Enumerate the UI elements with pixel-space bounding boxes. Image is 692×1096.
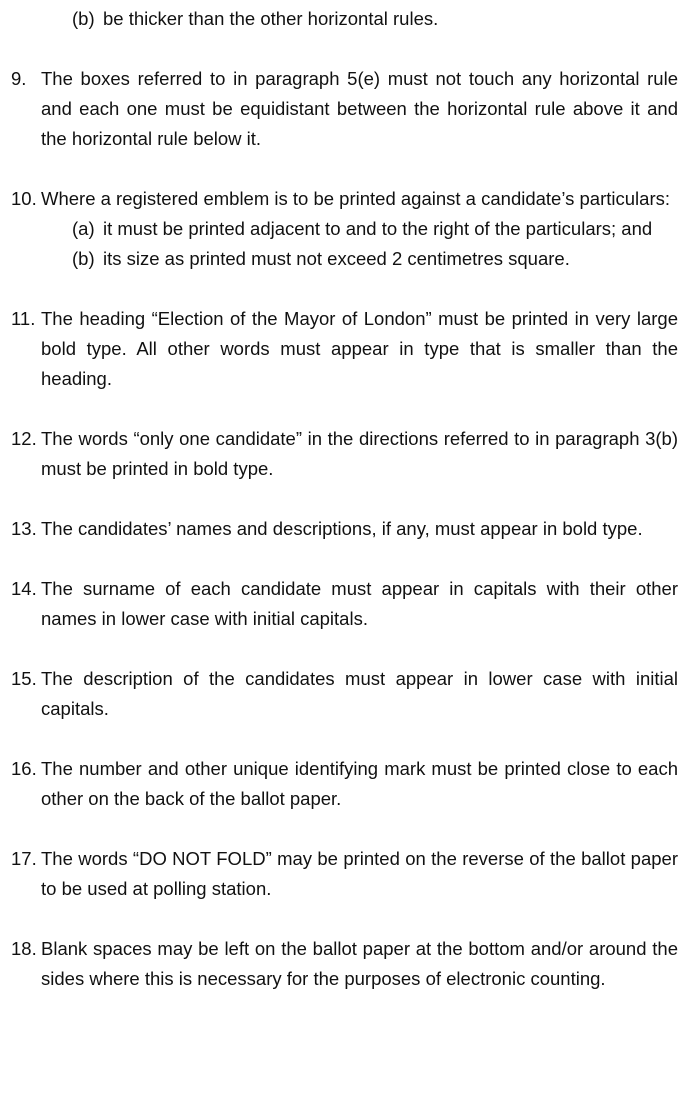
paragraph-text: The words “DO NOT FOLD” may be printed on the reverse of the ballot paper to be used at polling station. xyxy=(41,848,678,899)
subitem-list xyxy=(72,214,678,274)
paragraph-text: Where a registered emblem is to be printed against a candidate’s particulars: xyxy=(41,188,670,209)
paragraph-number: 11. xyxy=(11,308,36,329)
paragraph-number: 15. xyxy=(11,668,37,689)
paragraph-text: The number and other unique identifying mark must be printed close to each other on the back of the ballot paper. xyxy=(41,758,678,809)
paragraph-15 xyxy=(0,664,692,724)
paragraph-12 xyxy=(0,424,692,484)
paragraph-number: 12. xyxy=(11,428,37,449)
paragraph-13 xyxy=(0,514,692,544)
paragraph-text: The surname of each candidate must appear in capitals with their other names in lower case with initial capitals. xyxy=(41,578,678,629)
subitem xyxy=(72,214,678,244)
paragraph-number: 10. xyxy=(11,188,37,209)
paragraph-number: 18. xyxy=(11,938,37,959)
paragraph-text: The candidates’ names and descriptions, if any, must appear in bold type. xyxy=(41,518,643,539)
paragraph-text: Blank spaces may be left on the ballot paper at the bottom and/or around the sides where this is necessary for the purposes of electronic counting. xyxy=(41,938,678,989)
subitem-label: (b) xyxy=(72,8,95,29)
subitem-label: (a) xyxy=(72,218,95,239)
subitem-text: be thicker than the other horizontal rules. xyxy=(103,8,439,29)
subitem-text: it must be printed adjacent to and to the right of the particulars; and xyxy=(103,218,653,239)
paragraph-text: The boxes referred to in paragraph 5(e) must not touch any horizontal rule and each one must be equidistant between the horizontal rule above it and the horizontal rule below it. xyxy=(41,68,678,149)
subitem-text: its size as printed must not exceed 2 centimetres square. xyxy=(103,248,570,269)
paragraph-number: 13. xyxy=(11,518,37,539)
paragraph-9 xyxy=(0,64,692,154)
subitem-label: (b) xyxy=(72,248,95,269)
paragraph-number: 14. xyxy=(11,578,37,599)
subitem xyxy=(72,4,678,34)
paragraph-17 xyxy=(0,844,692,904)
paragraph-10 xyxy=(0,184,692,274)
paragraph-14 xyxy=(0,574,692,634)
subitem xyxy=(72,244,678,274)
paragraph-number: 16. xyxy=(11,758,37,779)
document-page xyxy=(0,4,692,1024)
paragraph-text: The description of the candidates must appear in lower case with initial capitals. xyxy=(41,668,678,719)
paragraph-18 xyxy=(0,934,692,994)
paragraph-text: The words “only one candidate” in the directions referred to in paragraph 3(b) must be printed in bold type. xyxy=(41,428,678,479)
paragraph-16 xyxy=(0,754,692,814)
paragraph-number: 17. xyxy=(11,848,37,869)
paragraph-11 xyxy=(0,304,692,394)
paragraph-text: The heading “Election of the Mayor of London” must be printed in very large bold type. All other words must appear in type that is smaller than the heading. xyxy=(41,308,678,389)
paragraph-number: 9. xyxy=(11,68,27,89)
continued-subitem xyxy=(0,4,692,34)
